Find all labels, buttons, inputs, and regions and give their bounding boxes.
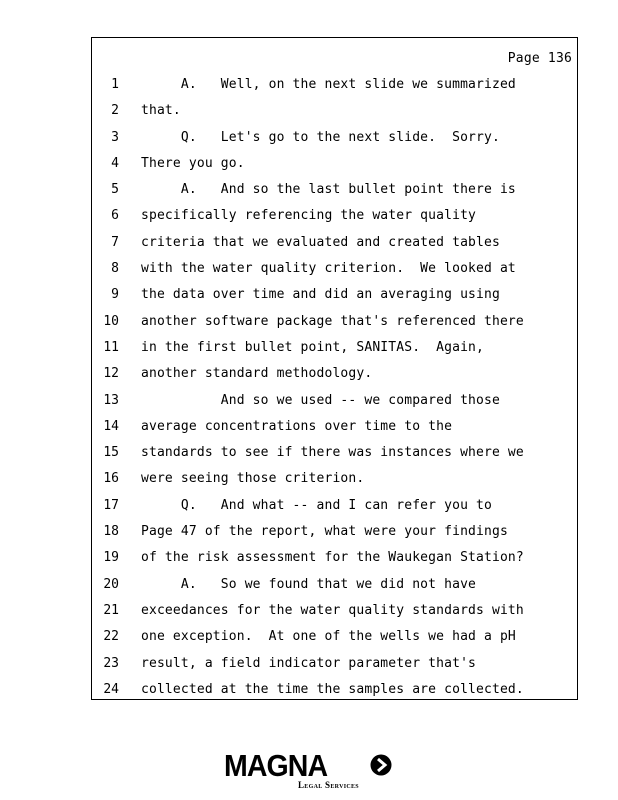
line-number: 23 bbox=[103, 655, 119, 671]
line-text: collected at the time the samples are collected. bbox=[141, 681, 524, 697]
line-number: 1 bbox=[111, 77, 119, 92]
line-number: 5 bbox=[111, 182, 119, 198]
line-text: average concentrations over time to the bbox=[141, 418, 453, 434]
line-text: that. bbox=[141, 103, 181, 119]
magna-logo bbox=[224, 750, 399, 792]
line-text: Q. And what -- and I can refer you to bbox=[141, 497, 492, 513]
transcript-page bbox=[91, 37, 578, 700]
line-text: Page 47 of the report, what were your findings bbox=[141, 524, 508, 540]
line-text: A. So we found that we did not have bbox=[141, 576, 477, 592]
line-text: criteria that we evaluated and created tables bbox=[141, 234, 500, 250]
transcript-line bbox=[92, 624, 577, 650]
transcript-line bbox=[92, 651, 577, 677]
line-number: 8 bbox=[111, 261, 119, 277]
line-text: the data over time and did an averaging using bbox=[141, 287, 500, 303]
line-number: 15 bbox=[103, 445, 119, 461]
transcript-line bbox=[92, 177, 577, 203]
line-text: And so we used -- we compared those bbox=[141, 392, 500, 408]
line-text: were seeing those criterion. bbox=[141, 471, 365, 487]
line-number: 10 bbox=[103, 313, 119, 329]
line-text: result, a field indicator parameter that's bbox=[141, 655, 477, 671]
transcript-line bbox=[92, 125, 577, 151]
transcript-line bbox=[92, 309, 577, 335]
transcript-line bbox=[92, 203, 577, 229]
chevron-right-icon bbox=[370, 754, 392, 776]
line-text: Q. Let's go to the next slide. Sorry. bbox=[141, 129, 500, 145]
transcript-line bbox=[92, 545, 577, 571]
transcript-line bbox=[92, 72, 577, 98]
line-number: 17 bbox=[103, 497, 119, 513]
page-number: Page 136 bbox=[507, 51, 572, 66]
transcript-line bbox=[92, 414, 577, 440]
line-text: of the risk assessment for the Waukegan Station? bbox=[141, 550, 524, 566]
transcript-line bbox=[92, 256, 577, 282]
transcript-line bbox=[92, 598, 577, 624]
transcript-line bbox=[92, 677, 577, 703]
transcript-line bbox=[92, 440, 577, 466]
line-number: 19 bbox=[103, 550, 119, 566]
line-number: 18 bbox=[103, 524, 119, 540]
line-number: 24 bbox=[103, 681, 119, 697]
transcript-line bbox=[92, 230, 577, 256]
line-number: 11 bbox=[103, 339, 119, 355]
line-text: standards to see if there was instances where we bbox=[141, 445, 524, 461]
transcript-line bbox=[92, 361, 577, 387]
transcript-line bbox=[92, 466, 577, 492]
line-text: A. Well, on the next slide we summarized bbox=[141, 77, 516, 92]
logo-wordmark: MAGNA bbox=[224, 748, 328, 783]
transcript-line bbox=[92, 388, 577, 414]
line-number: 4 bbox=[111, 155, 119, 171]
line-text: There you go. bbox=[141, 155, 245, 171]
transcript-lines bbox=[92, 72, 577, 703]
line-text: in the first bullet point, SANITAS. Again, bbox=[141, 339, 484, 355]
line-number: 16 bbox=[103, 471, 119, 487]
transcript-line bbox=[92, 282, 577, 308]
transcript-line bbox=[92, 493, 577, 519]
transcript-line bbox=[92, 98, 577, 124]
line-text: specifically referencing the water quality bbox=[141, 208, 477, 224]
line-number: 12 bbox=[103, 366, 119, 382]
line-text: exceedances for the water quality standards with bbox=[141, 602, 524, 618]
line-text: A. And so the last bullet point there is bbox=[141, 182, 516, 198]
transcript-line bbox=[92, 151, 577, 177]
line-number: 20 bbox=[103, 576, 119, 592]
transcript-line bbox=[92, 519, 577, 545]
line-text: one exception. At one of the wells we had a pH bbox=[141, 629, 516, 645]
line-text: another standard methodology. bbox=[141, 366, 373, 382]
transcript-line bbox=[92, 335, 577, 361]
line-number: 2 bbox=[111, 103, 119, 119]
line-text: another software package that's referenced there bbox=[141, 313, 524, 329]
line-text: with the water quality criterion. We looked at bbox=[141, 261, 516, 277]
line-number: 3 bbox=[111, 129, 119, 145]
line-number: 13 bbox=[103, 392, 119, 408]
transcript-line bbox=[92, 572, 577, 598]
logo-subtitle: Legal Services bbox=[298, 780, 359, 790]
line-number: 21 bbox=[103, 602, 119, 618]
line-number: 7 bbox=[111, 234, 119, 250]
line-number: 9 bbox=[111, 287, 119, 303]
line-number: 14 bbox=[103, 418, 119, 434]
line-number: 22 bbox=[103, 629, 119, 645]
line-number: 6 bbox=[111, 208, 119, 224]
